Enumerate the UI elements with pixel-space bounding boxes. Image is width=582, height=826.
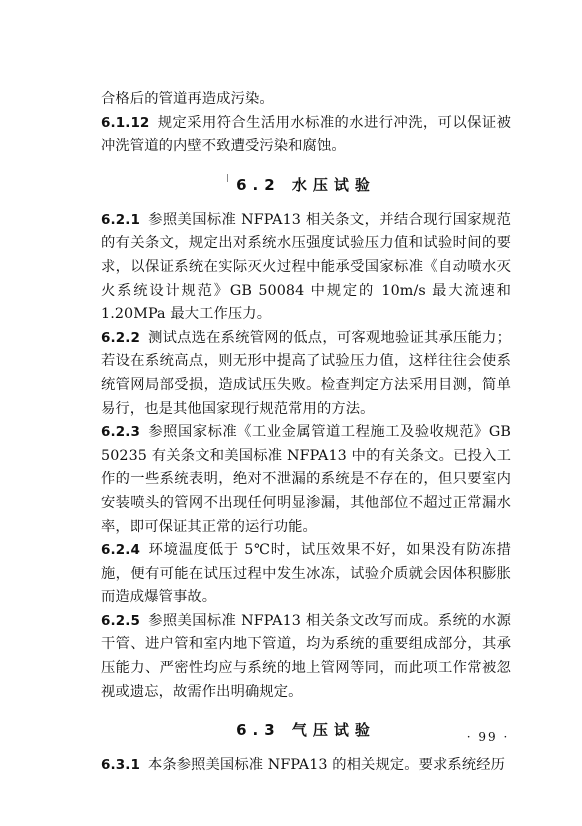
paragraph-text: 环境温度低于 5℃时，试压效果不好，如果没有防冻措施，便有可能在试压过程中发生冰冻，试验介质就会因体积膨胀而造成爆管事故。	[101, 542, 511, 606]
clause-number: 6.2.1	[101, 211, 140, 228]
paragraph-6-3-1	[101, 754, 511, 778]
section-heading-6-3: 6.3 气压试验	[236, 721, 376, 740]
paragraph-6-2-1	[101, 209, 511, 327]
paragraph-text: 参照国家标准《工业金属管道工程施工及验收规范》GB 50235 有关条文和美国标准 NFPA13 中的有关条文。已投入工作的一些系统表明，绝对不泄漏的系统是不存在的，但只要室内安装喷头的管网不出现任何明显渗漏，其他部位不超过正常漏水率，即可保证其正常的运行功能。	[101, 424, 511, 535]
paragraph-text: 测试点选在系统管网的低点，可客观地验证其承压能力；若设在系统高点，则无形中提高了试验压力值，这样往往会使系统管网局部受损，造成试压失败。检查判定方法采用目测，简单易行，也是其他国家现行规范常用的方法。	[101, 329, 511, 417]
paragraph-continuation	[101, 88, 511, 112]
paragraph-text: 合格后的管道再造成污染。	[101, 91, 274, 107]
paragraph-6-1-12	[101, 112, 511, 159]
paragraph-text: 参照美国标准 NFPA13 相关条文，并结合现行国家规范的有关条文，规定出对系统水压强度试验压力值和试验时间的要求，以保证系统在实际灭火过程中能承受国家标准《自动喷水灭火系统设计规范》GB 50084 中规定的 10m/s 最大流速和 1.20MPa 最大工作压力。	[101, 211, 511, 323]
paragraph-6-2-4	[101, 539, 511, 610]
clause-number: 6.1.12	[101, 114, 150, 131]
section-heading-6-2: 6.2 水压试验	[236, 175, 376, 194]
clause-number: 6.2.4	[101, 542, 140, 559]
paragraph-6-2-2	[101, 327, 511, 421]
paragraph-text: 规定采用符合生活用水标准的水进行冲洗，可以保证被冲洗管道的内壁不致遭受污染和腐蚀。	[101, 114, 511, 155]
document-body	[101, 88, 511, 778]
clause-number: 6.2.5	[101, 612, 140, 629]
clause-number: 6.2.2	[101, 329, 140, 346]
clause-number: 6.3.1	[101, 757, 140, 774]
paragraph-text: 参照美国标准 NFPA13 相关条文改写而成。系统的水源干管、进户管和室内地下管道，均为系统的重要组成部分，其承压能力、严密性均应与系统的地上管网等同，而此项工作常被忽视或遗忘，故需作出明确规定。	[101, 612, 511, 700]
page-number: · 99 ·	[466, 730, 510, 744]
paragraph-6-2-5	[101, 610, 511, 704]
clause-number: 6.2.3	[101, 424, 140, 441]
paragraph-6-2-3	[101, 421, 511, 539]
paragraph-text: 本条参照美国标准 NFPA13 的相关规定。要求系统经历	[147, 757, 506, 774]
